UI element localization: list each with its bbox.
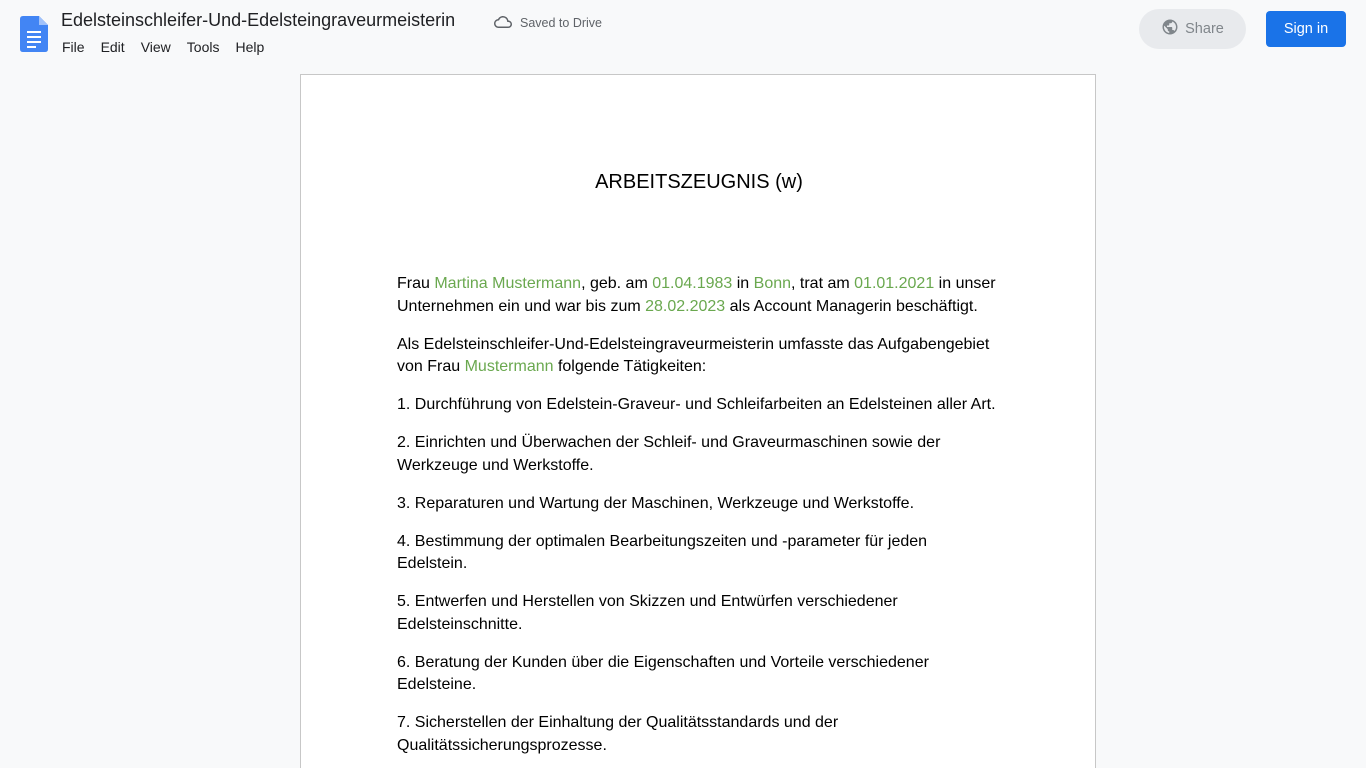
menu-help[interactable]: Help xyxy=(235,39,265,55)
text-run: , trat am xyxy=(791,275,855,292)
document-heading: ARBEITSZEUGNIS (w) xyxy=(595,171,803,193)
role-paragraph xyxy=(397,334,997,379)
sign-in-button[interactable]: Sign in xyxy=(1266,11,1346,47)
text-run: , geb. am xyxy=(581,275,653,292)
task-item-3: 3. Reparaturen und Wartung der Maschinen, Werkzeuge und Werkstoffe. xyxy=(397,494,915,512)
task-item-5: 5. Entwerfen und Herstellen von Skizzen und Entwürfen verschiedener Edelsteinschnitte. xyxy=(397,593,898,633)
share-button[interactable] xyxy=(1139,9,1246,49)
document-page[interactable] xyxy=(300,74,1096,768)
save-status-label: Saved to Drive xyxy=(520,16,602,30)
task-item-6: 6. Beratung der Kunden über die Eigenschaften und Vorteile verschiedener Edelsteine. xyxy=(397,653,929,693)
text-run: Frau xyxy=(397,275,435,292)
top-bar xyxy=(0,0,1366,64)
text-run: in unser Unternehmen ein und war bis zum xyxy=(397,275,996,315)
text-run: in xyxy=(732,275,754,292)
menu-file[interactable]: File xyxy=(62,39,85,55)
menu-bar xyxy=(54,36,272,58)
save-status[interactable] xyxy=(494,14,602,32)
globe-icon xyxy=(1161,18,1179,40)
menu-tools[interactable]: Tools xyxy=(186,39,220,55)
task-item-2: 2. Einrichten und Überwachen der Schleif- und Graveurmaschinen sowie der Werkzeuge und Werkstoffe. xyxy=(397,434,941,474)
text-run: als Account Managerin beschäftigt. xyxy=(725,297,978,315)
birth-date: 01.04.1983 xyxy=(652,275,733,292)
task-item-4: 4. Bestimmung der optimalen Bearbeitungszeiten und -parameter für jeden Edelstein. xyxy=(397,532,928,572)
end-date: 28.02.2023 xyxy=(645,297,726,315)
employee-surname: Mustermann xyxy=(464,358,554,375)
birth-city: Bonn xyxy=(753,275,792,292)
share-label: Share xyxy=(1185,21,1224,37)
menu-edit[interactable]: Edit xyxy=(100,39,125,55)
intro-paragraph xyxy=(397,273,997,318)
start-date: 01.01.2021 xyxy=(854,275,935,292)
employee-name: Martina Mustermann xyxy=(434,275,582,292)
cloud-saved-icon xyxy=(494,13,512,34)
docs-logo-icon[interactable] xyxy=(20,16,48,52)
document-title[interactable]: Edelsteinschleifer-Und-Edelsteingraveurmeisterin xyxy=(61,10,456,30)
task-item-1: 1. Durchführung von Edelstein-Graveur- und Schleifarbeiten an Edelsteinen aller Art. xyxy=(397,396,996,413)
text-run: folgende Tätigkeiten: xyxy=(553,358,707,375)
menu-view[interactable]: View xyxy=(140,39,171,55)
task-item-7: 7. Sicherstellen der Einhaltung der Qualitätsstandards und der Qualitätssicherungsprozesse. xyxy=(397,714,839,754)
document-body xyxy=(397,273,997,768)
text-run: Als Edelsteinschleifer-Und-Edelsteingraveurmeisterin umfasste das Aufgabengebiet von Frau xyxy=(397,335,990,375)
